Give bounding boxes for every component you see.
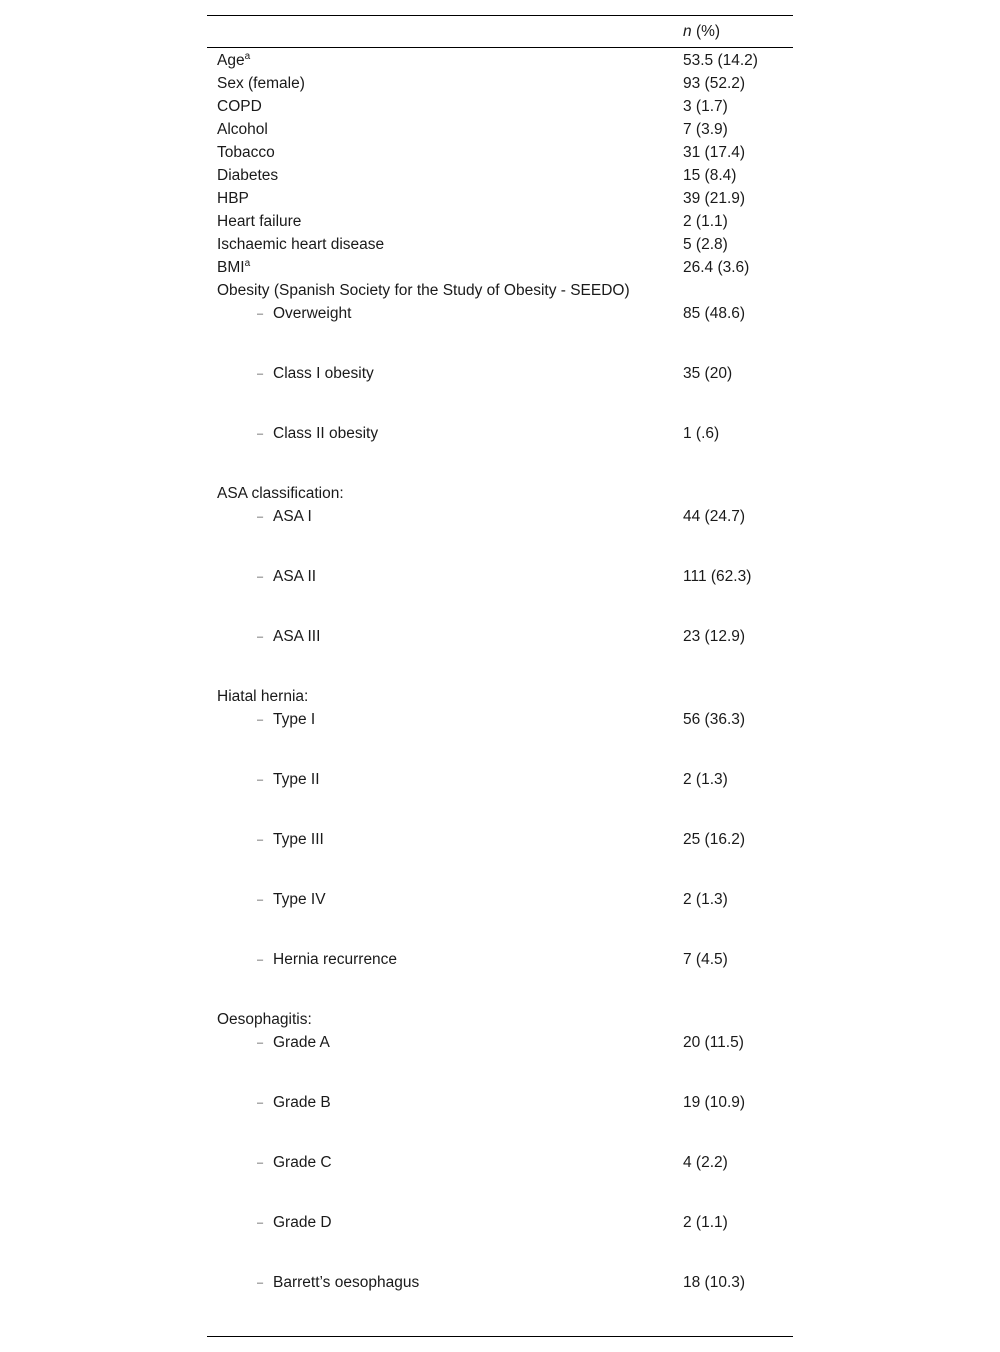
list-dash: – [257, 631, 264, 643]
section-heading-asa: ASA classification: [217, 485, 344, 502]
section-heading-obesity: Obesity (Spanish Society for the Study of Obesity - SEEDO) [217, 282, 630, 299]
table-subrow: – Grade C 4 (2.2) [257, 1154, 728, 1171]
list-dash: – [257, 1157, 264, 1169]
list-dash: – [257, 1097, 264, 1109]
table-row: BMI$^a$ 26.4 (3.6) [217, 257, 750, 276]
table-subrow: – Type II 2 (1.3) [257, 771, 728, 788]
list-dash: – [257, 1217, 264, 1229]
table-subrow: – Type IV 2 (1.3) [257, 891, 728, 908]
table-subrow: – Type I 56 (36.3) [257, 711, 746, 728]
table-subrow: – Grade D 2 (1.1) [257, 1214, 728, 1231]
table-row: Age$^a$ 53.5 (14.2) [217, 50, 758, 69]
list-dash: – [257, 834, 264, 846]
header-rule [207, 47, 793, 48]
list-dash: – [257, 368, 264, 380]
table-subrow: – ASA I 44 (24.7) [257, 508, 746, 525]
list-dash: – [257, 894, 264, 906]
list-dash: – [257, 1037, 264, 1049]
table-subrow: – Grade A 20 (11.5) [257, 1034, 744, 1051]
table-bottom-rule [207, 1336, 793, 1337]
table-row: Ischaemic heart disease 5 (2.8) [217, 236, 728, 253]
table-row: Sex (female) 93 (52.2) [217, 75, 746, 92]
list-dash: – [257, 428, 264, 440]
table-subrow: – Barrett’s oesophagus 18 (10.3) [257, 1274, 746, 1291]
list-dash: – [257, 308, 264, 320]
table-subrow: – Class II obesity 1 (.6) [257, 425, 720, 442]
list-dash: – [257, 511, 264, 523]
table-row: Diabetes 15 (8.4) [217, 167, 737, 184]
table-row: Alcohol 7 (3.9) [217, 121, 728, 138]
table-row: COPD 3 (1.7) [217, 98, 728, 115]
list-dash: – [257, 774, 264, 786]
table-subrow: – Hernia recurrence 7 (4.5) [257, 951, 728, 968]
table-subrow: – Grade B 19 (10.9) [257, 1094, 746, 1111]
list-dash: – [257, 1277, 264, 1289]
table-row: HBP 39 (21.9) [217, 190, 746, 207]
table-subrow: – Type III 25 (16.2) [257, 831, 746, 848]
table-top-rule [207, 15, 793, 16]
table-subrow: – ASA II 111 (62.3) [257, 568, 752, 585]
section-heading-oesophagitis: Oesophagitis: [217, 1011, 312, 1028]
table-subrow: – Overweight 85 (48.6) [257, 305, 746, 322]
list-dash: – [257, 571, 264, 583]
section-heading-hiatal-hernia: Hiatal hernia: [217, 688, 309, 705]
column-header-n-pct: n (%) [683, 23, 721, 40]
table-subrow: – Class I obesity 35 (20) [257, 365, 733, 382]
list-dash: – [257, 714, 264, 726]
table-subrow: – ASA III 23 (12.9) [257, 628, 746, 645]
table-row: Heart failure 2 (1.1) [217, 213, 728, 230]
list-dash: – [257, 954, 264, 966]
table-row: Tobacco 31 (17.4) [217, 144, 746, 161]
